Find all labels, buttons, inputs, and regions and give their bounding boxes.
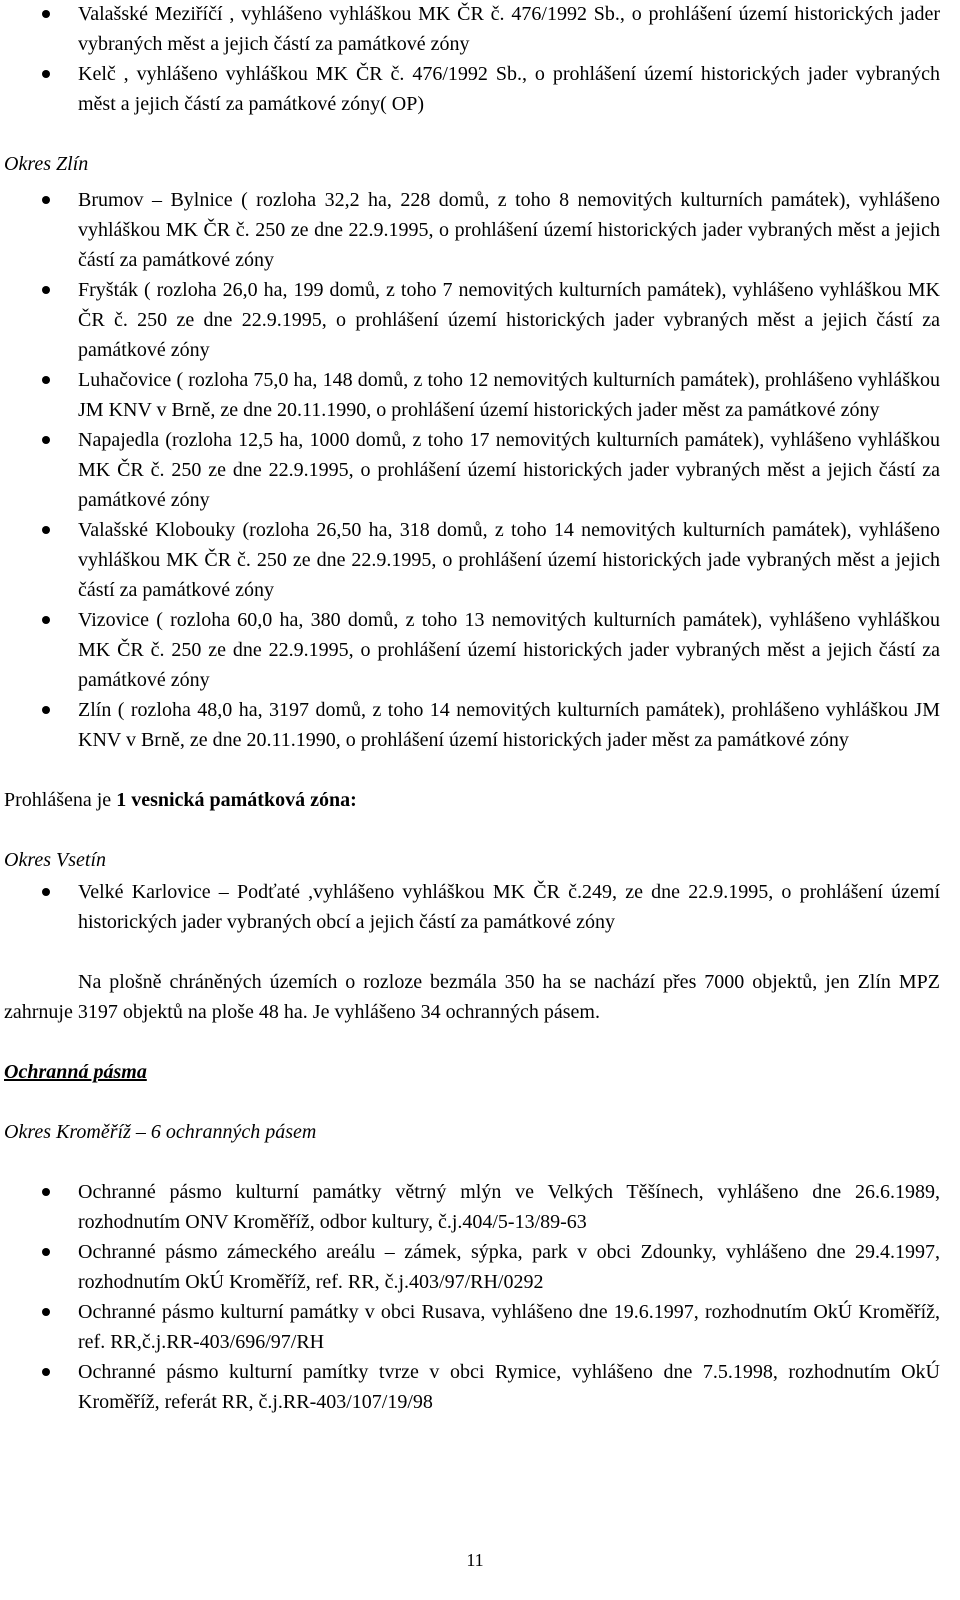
list-item: Ochranné pásmo kulturní památky v obci Rusava, vyhlášeno dne 19.6.1997, rozhodnutím OkÚ Kroměříž, ref. RR,č.j.RR-403/696/97/RH xyxy=(4,1297,940,1357)
okres-kromeriz-label: Okres Kroměříž – 6 ochranných pásem xyxy=(4,1121,317,1143)
list-top xyxy=(4,0,940,119)
okres-zlin-label: Okres Zlín xyxy=(4,153,89,175)
vesnicka-zona-heading xyxy=(4,785,940,815)
list-item: Ochranné pásmo kulturní pamítky tvrze v obci Rymice, vyhlášeno dne 7.5.1998, rozhodnutím OkÚ Kroměříž, referát RR, č.j.RR-403/107/19/98 xyxy=(4,1357,940,1417)
page-number: 11 xyxy=(466,1550,484,1570)
list-item: Zlín ( rozloha 48,0 ha, 3197 domů, z toho 14 nemovitých kulturních památek), prohlášeno vyhláškou JM KNV v Brně, ze dne 20.11.1990, o prohlášení území historických jader měst za památkové zóny xyxy=(4,695,940,755)
document-page xyxy=(4,0,940,1417)
list-item: Valašské Meziříčí , vyhlášeno vyhláškou MK ČR č. 476/1992 Sb., o prohlášení území historických jader vybraných měst a jejich částí za památkové zóny xyxy=(4,0,940,59)
list-vsetin xyxy=(4,877,940,937)
list-item: Velké Karlovice – Podťaté ,vyhlášeno vyhláškou MK ČR č.249, ze dne 22.9.1995, o prohlášení území historických jader vybraných obcí a jejich částí za památkové zóny xyxy=(4,877,940,937)
list-item: Ochranné pásmo kulturní památky větrný mlýn ve Velkých Těšínech, vyhlášeno dne 26.6.1989, rozhodnutím ONV Kroměříž, odbor kultury, č.j.404/5-13/89-63 xyxy=(4,1177,940,1237)
list-item: Brumov – Bylnice ( rozloha 32,2 ha, 228 domů, z toho 8 nemovitých kulturních památek), vyhlášeno vyhláškou MK ČR č. 250 ze dne 22.9.1995, o prohlášení území historických jader vybraných měst a jejich částí za památkové zóny xyxy=(4,185,940,275)
list-item: Napajedla (rozloha 12,5 ha, 1000 domů, z toho 17 nemovitých kulturních památek), vyhlášeno vyhláškou MK ČR č. 250 ze dne 22.9.1995, o prohlášení území historických jader vybraných měst a jejich částí za památkové zóny xyxy=(4,425,940,515)
list-item: Luhačovice ( rozloha 75,0 ha, 148 domů, z toho 12 nemovitých kulturních památek), prohlášeno vyhláškou JM KNV v Brně, ze dne 20.11.1990, o prohlášení území historických jader měst za památkové zóny xyxy=(4,365,940,425)
okres-vsetin-label: Okres Vsetín xyxy=(4,849,107,871)
summary-paragraph: Na plošně chráněných územích o rozloze bezmála 350 ha se nachází přes 7000 objektů, jen Zlín MPZ zahrnuje 3197 objektů na ploše 48 ha. Je vyhlášeno 34 ochranných pásem. xyxy=(4,971,940,1023)
list-zlin xyxy=(4,185,940,755)
list-item: Kelč , vyhlášeno vyhláškou MK ČR č. 476/1992 Sb., o prohlášení území historických jader vybraných měst a jejich částí za památkové zóny( OP) xyxy=(4,59,940,119)
list-item: Fryšták ( rozloha 26,0 ha, 199 domů, z toho 7 nemovitých kulturních památek), vyhlášeno vyhláškou MK ČR č. 250 ze dne 22.9.1995, o prohlášení území historických jader vybraných měst a jejich částí za památkové zóny xyxy=(4,275,940,365)
list-kromeriz xyxy=(4,1177,940,1417)
list-item: Valašské Klobouky (rozloha 26,50 ha, 318 domů, z toho 14 nemovitých kulturních památek), vyhlášeno vyhláškou MK ČR č. 250 ze dne 22.9.1995, o prohlášení území historických jade vybraných měst a jejich částí za památkové zóny xyxy=(4,515,940,605)
heading-prefix: Prohlášena je xyxy=(4,789,117,811)
list-item: Ochranné pásmo zámeckého areálu – zámek, sýpka, park v obci Zdounky, vyhlášeno dne 29.4.1997, rozhodnutím OkÚ Kroměříž, ref. RR, č.j.403/97/RH/0292 xyxy=(4,1237,940,1297)
section-title: Ochranná pásma xyxy=(4,1061,147,1083)
heading-bold: 1 vesnická památková zóna: xyxy=(116,789,357,811)
list-item: Vizovice ( rozloha 60,0 ha, 380 domů, z toho 13 nemovitých kulturních památek), vyhlášeno vyhláškou MK ČR č. 250 ze dne 22.9.1995, o prohlášení území historických jader vybraných měst a jejich částí za památkové zóny xyxy=(4,605,940,695)
